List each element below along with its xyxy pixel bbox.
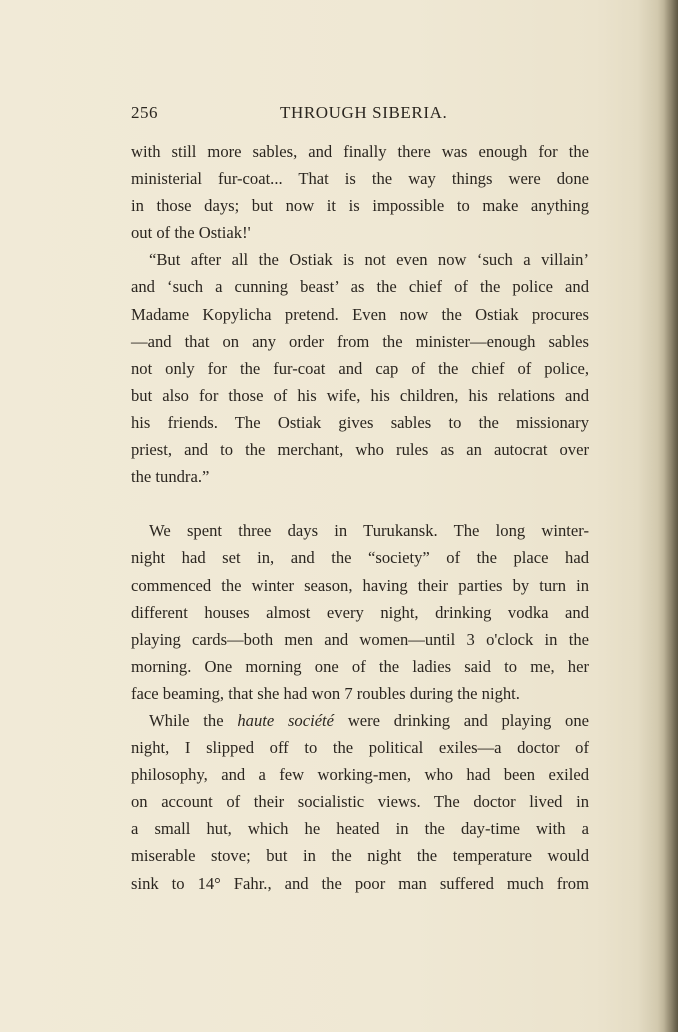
text-line: out of the Ostiak!' <box>131 223 251 243</box>
text-line: commenced the winter season, having their parties by turn in <box>131 575 589 595</box>
running-title: THROUGH SIBERIA. <box>280 103 448 122</box>
text-line: the tundra.” <box>131 467 210 487</box>
text-line: in those days; but now it is impossible to make anything <box>131 196 589 216</box>
text-line: night, I slipped off to the political exiles—a doctor of <box>131 738 589 758</box>
text-line: Madame Kopylicha pretend. Even now the Ostiak procures <box>131 304 589 324</box>
text-line: face beaming, that she had won 7 roubles during the night. <box>131 683 520 703</box>
running-head <box>131 103 589 129</box>
body-text <box>131 138 589 897</box>
text-line: morning. One morning one of the ladies said to me, her <box>131 656 589 676</box>
text-line: a small hut, which he heated in the day-time with a <box>131 819 589 839</box>
text-fragment: were drinking and playing one <box>347 710 589 730</box>
text-line: but also for those of his wife, his children, his relations and <box>131 385 589 405</box>
section-gap <box>131 490 589 517</box>
text-line: with still more sables, and finally there was enough for the <box>131 142 589 161</box>
text-line: not only for the fur-coat and cap of the chief of police, <box>131 358 589 378</box>
page-edge-shadow <box>664 0 678 1032</box>
text-line: playing cards—both men and women—until 3 o'clock in the <box>131 629 589 649</box>
text-line: night had set in, and the “society” of the place had <box>131 548 589 568</box>
text-line: his friends. The Ostiak gives sables to the missionary <box>131 412 589 432</box>
italic-phrase: haute société <box>237 710 335 730</box>
text-line: sink to 14° Fahr., and the poor man suffered much from <box>131 873 589 893</box>
page-number: 256 <box>131 103 158 122</box>
text-line: “But after all the Ostiak is not even now ‘such a villain’ <box>149 250 589 270</box>
text-line: different houses almost every night, drinking vodka and <box>131 602 589 622</box>
text-line: priest, and to the merchant, who rules as an autocrat over <box>131 440 589 460</box>
text-line: We spent three days in Turukansk. The long winter- <box>149 521 589 541</box>
text-line: —and that on any order from the minister—enough sables <box>131 331 589 351</box>
text-line-haute-societe <box>131 707 589 734</box>
text-line: ministerial fur-coat... That is the way things were done <box>131 169 589 189</box>
text-line: philosophy, and a few working-men, who had been exiled <box>131 765 589 785</box>
text-fragment: While the <box>149 710 224 730</box>
text-line: miserable stove; but in the night the temperature would <box>131 846 589 866</box>
text-line: on account of their socialistic views. The doctor lived in <box>131 792 589 812</box>
text-line: and ‘such a cunning beast’ as the chief of the police and <box>131 277 589 297</box>
